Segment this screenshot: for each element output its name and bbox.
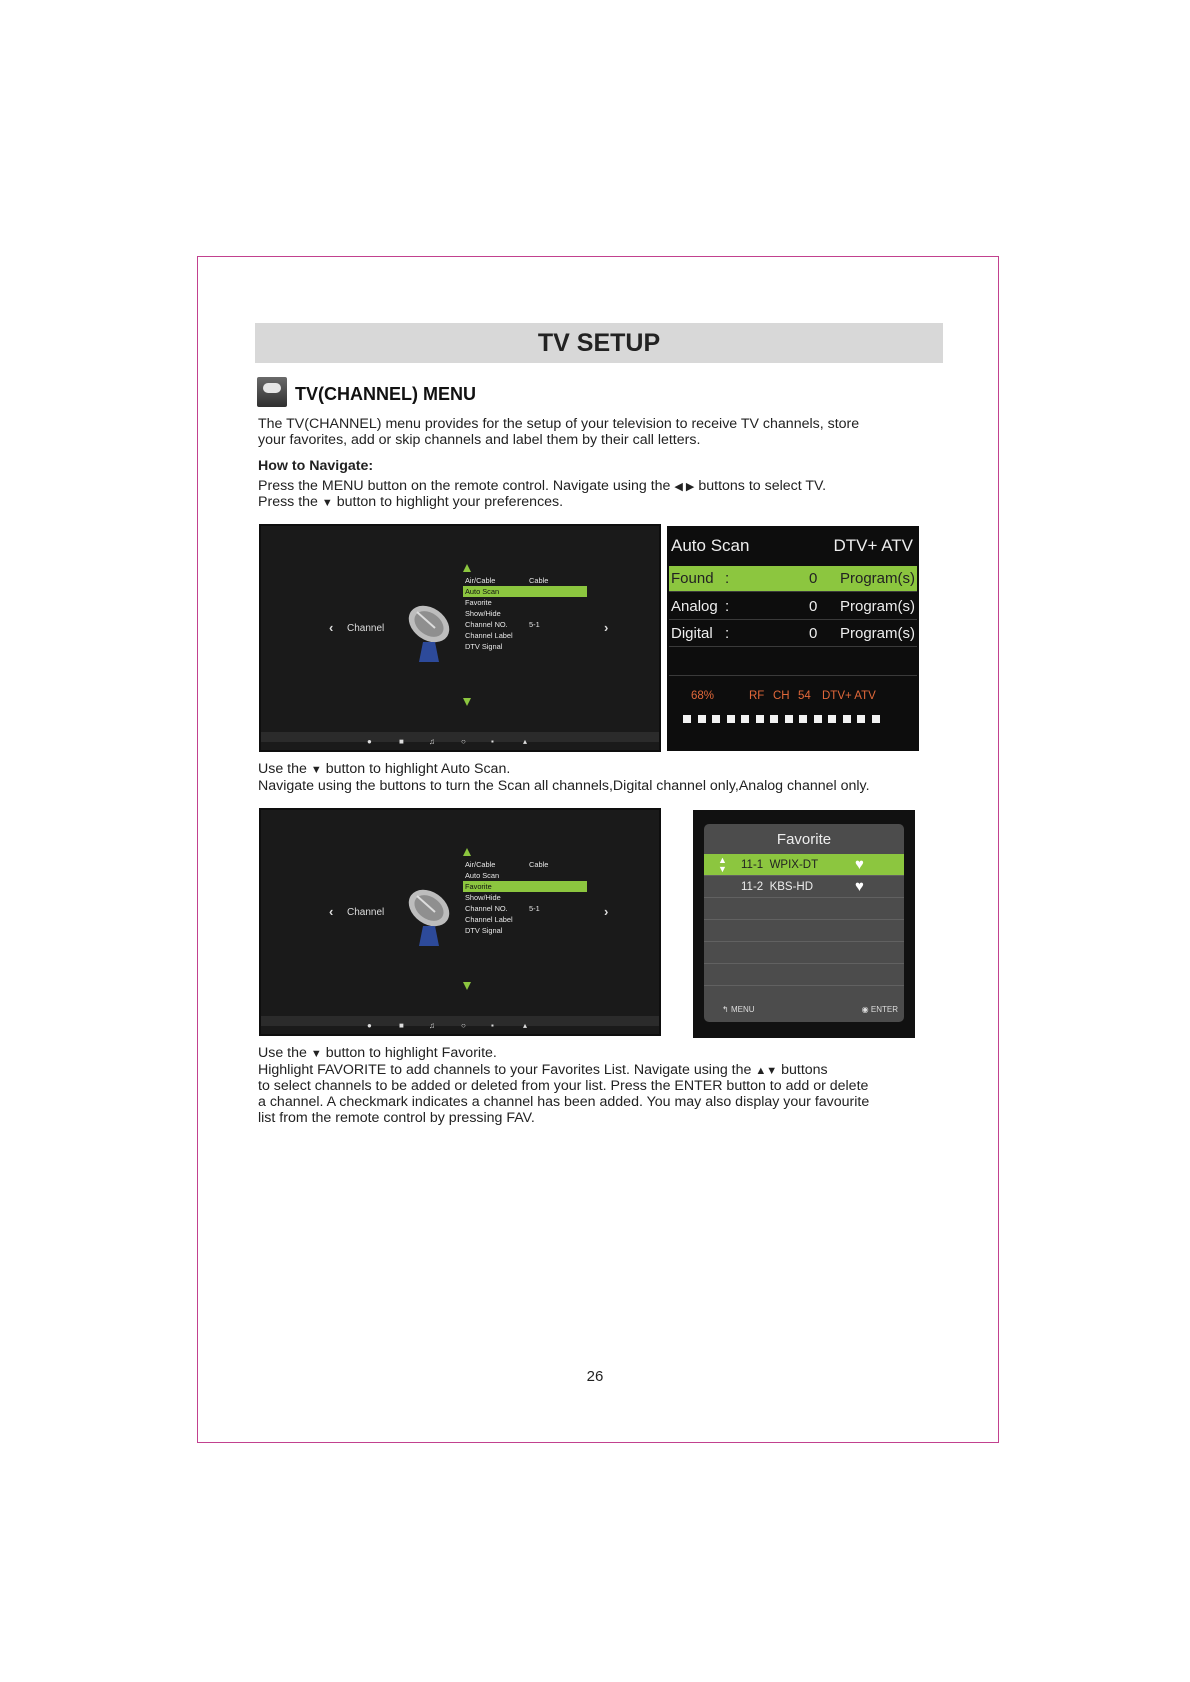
menu-back-label: MENU: [730, 1005, 755, 1014]
menu-item-favorite[interactable]: Favorite: [463, 881, 587, 892]
auto-scan-mode: DTV+ ATV: [833, 536, 913, 555]
down-arrow-icon: ▼: [321, 497, 333, 509]
channel-no-value: 5-1: [529, 904, 540, 913]
favorite-panel: [693, 810, 915, 1038]
navigate-text-1b: buttons to select TV.: [698, 478, 827, 494]
right-chevron-icon: ›: [604, 904, 609, 919]
menu-item-dtv-signal[interactable]: DTV Signal: [465, 926, 503, 935]
heart-icon: ♥: [855, 878, 864, 895]
lock-tab-icon[interactable]: ▴: [523, 737, 528, 746]
auto-scan-panel: [667, 526, 919, 751]
right-chevron-icon: ›: [604, 620, 609, 635]
setup-tab-icon[interactable]: ▪: [491, 737, 494, 746]
favorite-list: [704, 824, 904, 1022]
menu-item-show-hide[interactable]: Show/Hide: [465, 893, 501, 902]
down-arrow-icon: ▼: [310, 1048, 322, 1060]
scan-rf-label: RF: [749, 690, 765, 702]
return-icon: ↰: [722, 1005, 729, 1014]
step1-text-1b: button to highlight Auto Scan.: [325, 761, 511, 777]
favorite-channel-name: WPIX-DT: [769, 859, 819, 871]
down-arrow-icon: ▼: [310, 764, 322, 776]
menu-item-air-cable[interactable]: Air/Cable: [465, 860, 496, 869]
tv-menu-screen-autoscan: [259, 524, 661, 752]
navigate-line-2: [258, 494, 563, 512]
scan-row-colon: :: [725, 598, 730, 615]
menu-item-favorite[interactable]: Favorite: [465, 598, 492, 607]
heart-icon: ♥: [855, 856, 864, 873]
sound-tab-icon[interactable]: ■: [399, 737, 404, 746]
music-tab-icon[interactable]: ♫: [429, 1021, 435, 1030]
intro-line-2: your favorites, add or skip channels and label them by their call letters.: [258, 432, 701, 448]
scan-row-colon: :: [725, 570, 730, 587]
step2-line-1: [258, 1045, 497, 1063]
scroll-up-icon: [463, 564, 471, 572]
step1-line-1: [258, 761, 510, 779]
scan-row-label: Digital: [671, 625, 713, 642]
scan-ch-label: CH: [773, 690, 790, 702]
scan-row-found: [669, 566, 917, 592]
scan-progress-mode: DTV+ ATV: [822, 690, 876, 702]
favorite-channel-num: 11-2: [741, 881, 764, 893]
favorite-row[interactable]: [704, 876, 904, 898]
scan-row-label: Found: [671, 570, 714, 587]
navigate-text-1a: Press the MENU button on the remote control. Navigate using the: [258, 478, 671, 494]
header-banner: [255, 323, 943, 363]
left-chevron-icon: ‹: [329, 904, 334, 919]
menu-item-channel-no[interactable]: Channel NO.: [465, 904, 508, 913]
up-down-arrows-icon: ▲ ▼: [718, 855, 727, 874]
time-tab-icon[interactable]: ○: [461, 737, 466, 746]
satellite-dish-icon: [399, 598, 455, 664]
scan-row-unit: Program(s): [839, 625, 915, 642]
music-tab-icon[interactable]: ♫: [429, 737, 435, 746]
menu-item-dtv-signal[interactable]: DTV Signal: [465, 642, 503, 651]
scan-ch-number: 54: [798, 690, 811, 702]
menu-item-channel-label[interactable]: Channel Label: [465, 631, 513, 640]
scroll-down-icon: [463, 982, 471, 990]
enter-button[interactable]: [862, 1005, 898, 1014]
lock-tab-icon[interactable]: ▴: [523, 1021, 528, 1030]
scan-row-analog: [669, 594, 917, 620]
up-down-arrows-icon: ▲▼: [755, 1065, 778, 1077]
step2-text-1b: button to highlight Favorite.: [325, 1045, 497, 1061]
step1-text-1a: Use the: [258, 761, 307, 777]
menu-item-auto-scan[interactable]: Auto Scan: [465, 871, 500, 880]
satellite-dish-icon: [399, 882, 455, 948]
step2-line-2: [258, 1062, 828, 1080]
scan-row-value: 0: [809, 598, 818, 615]
time-tab-icon[interactable]: ○: [461, 1021, 466, 1030]
menu-item-channel-label[interactable]: Channel Label: [465, 915, 513, 924]
menu-category: Channel: [347, 623, 385, 634]
sound-tab-icon[interactable]: ■: [399, 1021, 404, 1030]
menu-item-air-cable[interactable]: Air/Cable: [465, 576, 496, 585]
scan-row-blank: [669, 648, 917, 676]
scan-row-digital: [669, 621, 917, 647]
navigate-text-2b: button to highlight your preferences.: [336, 494, 564, 510]
enter-icon: ◉: [861, 1005, 869, 1014]
menu-category: Channel: [347, 907, 385, 918]
page-number: 26: [586, 1368, 604, 1385]
menu-item-channel-no[interactable]: Channel NO.: [465, 620, 508, 629]
channel-no-value: 5-1: [529, 620, 540, 629]
favorite-row-empty: [704, 942, 904, 964]
scan-row-unit: Program(s): [839, 570, 915, 587]
step1-line-2: Navigate using the buttons to turn the Scan all channels,Digital channel only,Analog channel only.: [258, 778, 870, 794]
picture-tab-icon[interactable]: ●: [367, 1021, 372, 1030]
scan-progress-bar: [683, 710, 886, 728]
step2-line-5: list from the remote control by pressing FAV.: [258, 1110, 535, 1126]
step2-text-2a: Highlight FAVORITE to add channels to your Favorites List. Navigate using the: [258, 1062, 752, 1078]
picture-tab-icon[interactable]: ●: [367, 737, 372, 746]
scan-progress-percent: 68%: [691, 690, 715, 702]
menu-tab-bar: [261, 732, 659, 742]
step2-text-2b: buttons: [781, 1062, 828, 1078]
favorite-channel: [741, 854, 818, 876]
section-title: TV(CHANNEL) MENU: [295, 384, 476, 404]
favorite-row-empty: [704, 898, 904, 920]
favorite-row-empty: [704, 920, 904, 942]
favorite-row-empty: [704, 964, 904, 986]
step2-text-1a: Use the: [258, 1045, 307, 1061]
step2-line-4: a channel. A checkmark indicates a channel has been added. You may also display your favourite: [258, 1094, 870, 1110]
tv-menu-screen-favorite: [259, 808, 661, 1036]
page-title: TV SETUP: [537, 329, 661, 357]
step2-line-3: to select channels to be added or deleted from your list. Press the ENTER button to add or delete: [258, 1078, 869, 1094]
favorite-channel: [741, 876, 813, 898]
scroll-up-icon: [463, 848, 471, 856]
menu-item-auto-scan[interactable]: Auto Scan: [463, 586, 587, 597]
setup-tab-icon[interactable]: ▪: [491, 1021, 494, 1030]
scan-row-unit: Program(s): [839, 598, 915, 615]
favorite-row[interactable]: [704, 854, 904, 876]
menu-back-button[interactable]: [722, 1005, 755, 1014]
air-cable-value: Cable: [529, 860, 549, 869]
intro-line-1: The TV(CHANNEL) menu provides for the setup of your television to receive TV channels, store: [258, 416, 860, 432]
favorite-title: Favorite: [776, 831, 832, 848]
scan-row-value: 0: [809, 570, 818, 587]
auto-scan-title: Auto Scan: [671, 536, 750, 555]
menu-tab-bar: [261, 1016, 659, 1026]
navigate-heading: How to Navigate:: [258, 458, 374, 474]
favorite-channel-name: KBS-HD: [769, 881, 814, 893]
scan-row-colon: :: [725, 625, 730, 642]
left-right-arrows-icon: ◀ ▶: [674, 481, 695, 493]
favorite-channel-num: 11-1: [741, 859, 764, 871]
scan-row-value: 0: [809, 625, 818, 642]
scan-row-label: Analog: [671, 598, 718, 615]
menu-item-show-hide[interactable]: Show/Hide: [465, 609, 501, 618]
navigate-text-2a: Press the: [258, 494, 318, 510]
enter-label: ENTER: [870, 1005, 898, 1014]
navigate-line-1: [258, 478, 826, 496]
left-chevron-icon: ‹: [329, 620, 334, 635]
scroll-down-icon: [463, 698, 471, 706]
air-cable-value: Cable: [529, 576, 549, 585]
channel-icon: [257, 377, 287, 407]
